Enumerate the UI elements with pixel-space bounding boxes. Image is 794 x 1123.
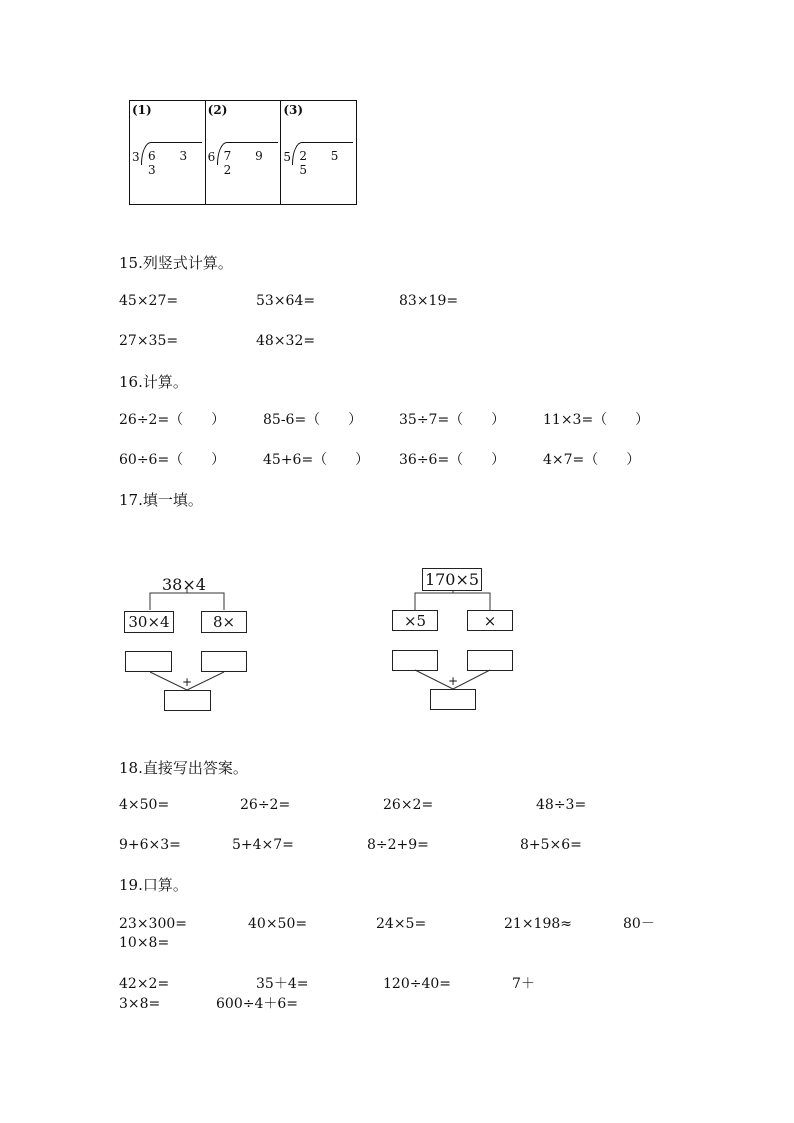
- q16-item: 36÷6=（ ）: [399, 452, 506, 468]
- q17-title: 17.填一填。: [119, 491, 203, 509]
- divisor: 6: [207, 150, 216, 164]
- q16-item: 35÷7=（ ）: [399, 412, 506, 428]
- q15-item: 27×35=: [119, 333, 179, 349]
- right-tree-answer-box[interactable]: [392, 650, 438, 671]
- division-label: (2): [207, 103, 228, 117]
- right-tree-expression: 170×5: [422, 568, 482, 591]
- q19-item: 3×8=: [119, 996, 161, 1012]
- division-label: (1): [132, 103, 152, 117]
- q16-item: 4×7=（ ）: [543, 452, 641, 468]
- q16-item: 26÷2=（ ）: [119, 412, 226, 428]
- q19-item: 40×50=: [248, 916, 308, 932]
- q15-item: 48×32=: [256, 333, 316, 349]
- dividend: 2 5 5: [299, 149, 349, 177]
- q19-item: 23×300=: [119, 916, 187, 932]
- q16-item: 11×3=（ ）: [543, 412, 650, 428]
- q18-item: 26÷2=: [240, 797, 291, 813]
- q15-item: 83×19=: [399, 293, 459, 309]
- q19-item: 42×2=: [119, 976, 170, 992]
- q18-item: 5+4×7=: [232, 837, 294, 853]
- q18-item: 4×50=: [119, 797, 170, 813]
- q16-item: 45+6=（ ）: [263, 452, 370, 468]
- q18-item: 8+5×6=: [520, 837, 582, 853]
- q19-title: 19.口算。: [119, 876, 188, 894]
- right-tree-box-1: ×5: [392, 610, 438, 631]
- q16-item: 60÷6=（ ）: [119, 452, 226, 468]
- divisor: 3: [132, 150, 140, 164]
- right-tree-sum-box[interactable]: [430, 689, 476, 710]
- right-tree-box-2: ×: [467, 610, 513, 631]
- left-tree-answer-box[interactable]: [201, 651, 247, 672]
- q19-item: 21×198≈: [504, 916, 572, 932]
- left-tree-expression: 38×4: [162, 575, 206, 594]
- left-tree-box-1: 30×4: [124, 611, 174, 633]
- division-label: (3): [283, 103, 304, 117]
- q19-item: 7＋: [512, 976, 535, 992]
- q19-item: 24×5=: [376, 916, 427, 932]
- q16-title: 16.计算。: [119, 373, 188, 391]
- divisor: 5: [283, 150, 291, 164]
- q15-title: 15.列竖式计算。: [119, 254, 233, 272]
- right-tree-answer-box[interactable]: [467, 650, 513, 671]
- left-tree-plus: +: [182, 675, 193, 689]
- q18-item: 9+6×3=: [119, 837, 181, 853]
- q19-item: 35＋4=: [256, 976, 309, 992]
- left-tree-sum-box[interactable]: [164, 690, 211, 711]
- left-tree-answer-box[interactable]: [125, 651, 172, 672]
- q18-item: 26×2=: [383, 797, 434, 813]
- q16-item: 85-6=（ ）: [263, 412, 363, 428]
- dividend: 7 9 2: [223, 149, 273, 177]
- q18-item: 48÷3=: [536, 797, 587, 813]
- q15-item: 53×64=: [256, 293, 316, 309]
- q19-item: 10×8=: [119, 935, 170, 951]
- q18-title: 18.直接写出答案。: [119, 759, 248, 777]
- q15-item: 45×27=: [119, 293, 179, 309]
- left-tree-box-2: 8×: [201, 611, 247, 633]
- q19-item: 120÷40=: [383, 976, 451, 992]
- q19-item: 600÷4＋6=: [216, 996, 298, 1012]
- q19-item: 80－: [623, 916, 655, 932]
- dividend: 6 3 3: [148, 149, 198, 177]
- right-tree-plus: +: [448, 674, 459, 688]
- q18-item: 8÷2+9=: [367, 837, 429, 853]
